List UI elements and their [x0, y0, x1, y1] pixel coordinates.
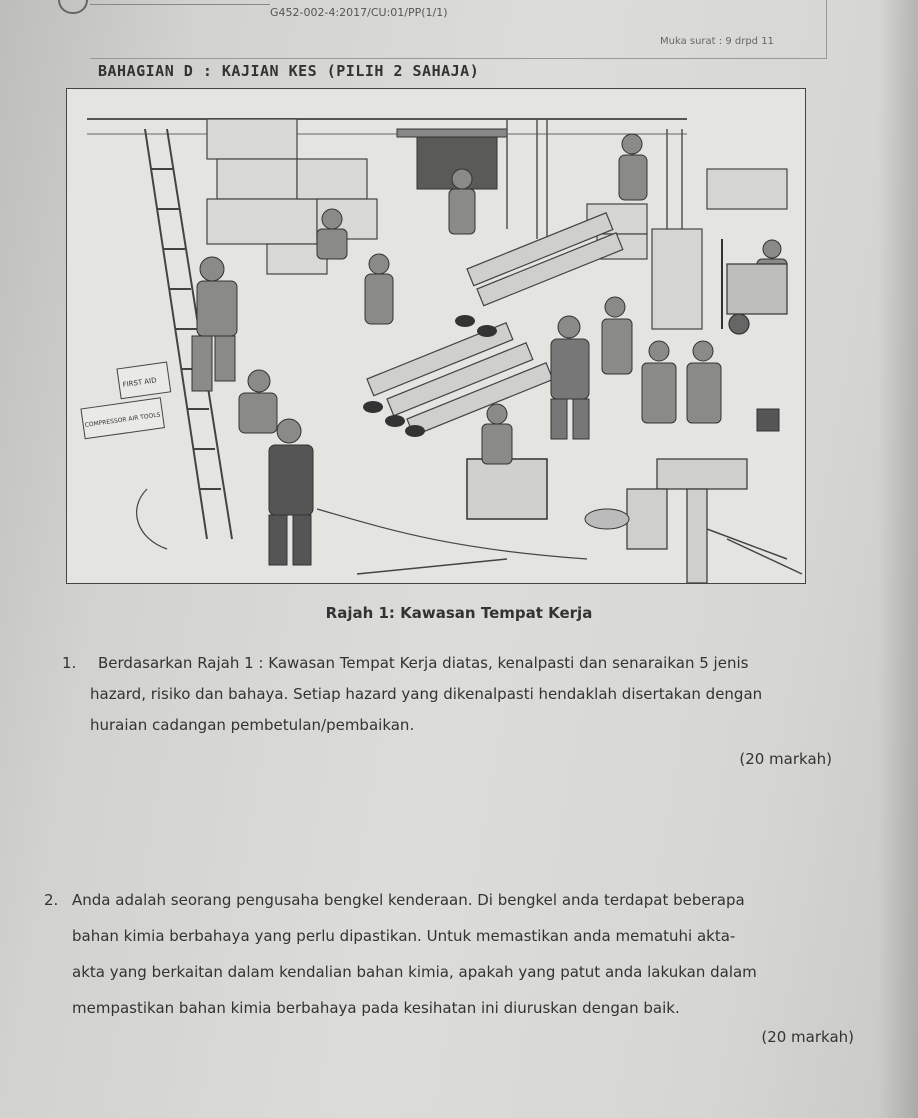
section-title: BAHAGIAN D : KAJIAN KES (PILIH 2 SAHAJA)	[98, 62, 480, 80]
first-aid-sign: FIRST AID	[122, 376, 158, 389]
question-1-line: Berdasarkan Rajah 1 : Kawasan Tempat Kerja diatas, kenalpasti dan senaraikan 5 jenis	[98, 654, 749, 672]
question-2-marks: (20 markah)	[761, 1028, 854, 1046]
question-2-line: akta yang berkaitan dalam kendalian bahan kimia, apakah yang patut anda lakukan dalam	[72, 963, 757, 981]
compressor-sign: COMPRESSOR AIR TOOLS	[84, 411, 161, 429]
figure-caption: Rajah 1: Kawasan Tempat Kerja	[325, 604, 593, 622]
question-1-line: hazard, risiko dan bahaya. Setiap hazard yang dikenalpasti hendaklah disertakan dengan	[90, 685, 763, 703]
question-2-line: bahan kimia berbahaya yang perlu dipastikan. Untuk memastikan anda mematuhi akta-	[72, 927, 736, 945]
workplace-illustration	[66, 88, 806, 584]
question-1-line: huraian cadangan pembetulan/pembaikan.	[90, 716, 415, 734]
question-1-number: 1.	[62, 654, 77, 672]
header-box	[90, 0, 827, 59]
logo-icon	[58, 0, 88, 14]
question-1-marks: (20 markah)	[739, 750, 832, 768]
question-2-number: 2.	[44, 891, 59, 909]
question-2-line: mempastikan bahan kimia berbahaya pada kesihatan ini diuruskan dengan baik.	[72, 999, 680, 1017]
page-number: Muka surat : 9 drpd 11	[660, 36, 774, 47]
question-1	[62, 648, 842, 741]
workplace-drawing	[67, 89, 805, 583]
page-shadow	[878, 0, 918, 1118]
question-2-line: Anda adalah seorang pengusaha bengkel kenderaan. Di bengkel anda terdapat beberapa	[72, 891, 745, 909]
question-2	[44, 882, 864, 1026]
document-code: G452-002-4:2017/CU:01/PP(1/1)	[270, 6, 448, 19]
